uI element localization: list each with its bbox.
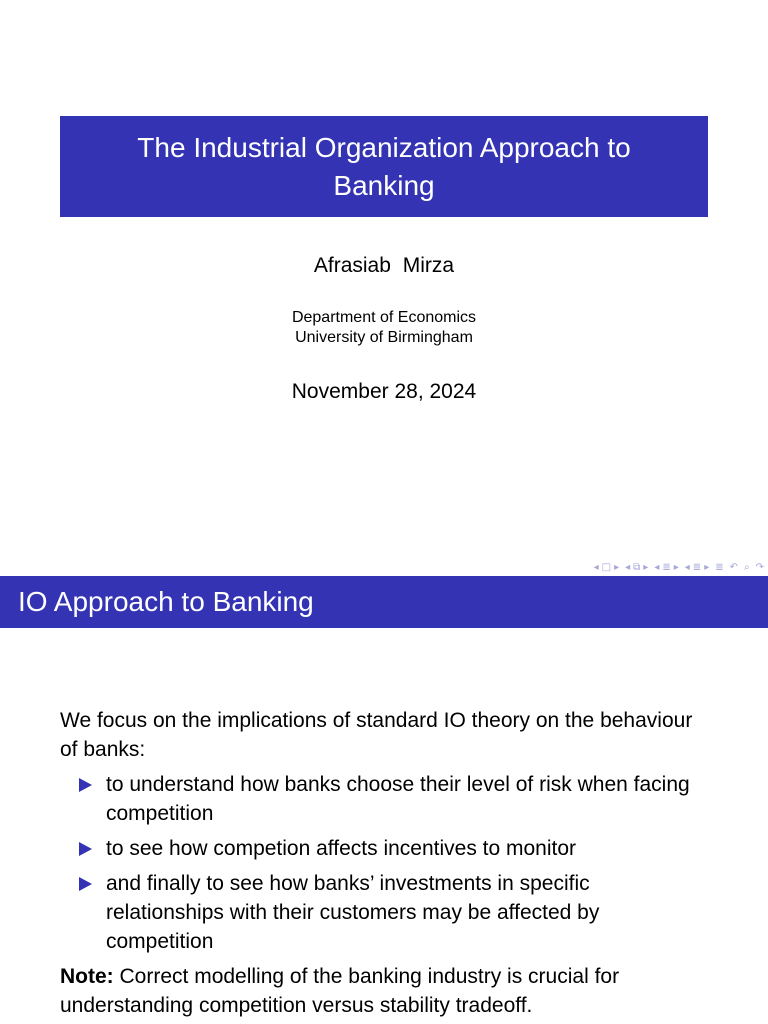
presentation-title: The Industrial Organization Approach to Banking (137, 131, 631, 201)
back-forward-icon[interactable]: ↶ (729, 562, 738, 573)
bullet-text: to understand how banks choose their level of risk when facing competition (106, 773, 690, 825)
bullet-triangle-icon (79, 877, 92, 891)
presentation-date: November 28, 2024 (291, 380, 477, 403)
list-item (60, 770, 700, 828)
bullet-triangle-icon (79, 778, 92, 792)
note-paragraph (60, 962, 700, 1020)
frame-nav-icon[interactable]: ◂ ⧉ ▸ (625, 562, 649, 573)
bullet-text: and finally to see how banks’ investments in specific relationships with their customers may be affected by competition (106, 872, 600, 953)
frame-title-bar (0, 576, 768, 628)
list-item (60, 834, 700, 863)
intro-text: We focus on the implications of standard IO theory on the behaviour of banks: (60, 709, 693, 761)
title-banner (60, 116, 708, 217)
document-nav-icon[interactable]: ≣ (715, 562, 724, 573)
institute-department: Department of Economics (291, 309, 477, 326)
list-item (60, 869, 700, 956)
author-last-name: Mirza (402, 254, 455, 277)
frame-title: IO Approach to Banking (18, 586, 314, 617)
author-first-name: Afrasiab (313, 254, 391, 277)
search-icon[interactable]: ⌕ (744, 562, 750, 573)
author-name (0, 254, 768, 278)
bullet-list (60, 770, 700, 956)
bullet-text: to see how competion affects incentives to monitor (106, 837, 577, 860)
content-slide (0, 576, 768, 1024)
subsection-nav-icon[interactable]: ◂ ≣ ▸ (654, 562, 679, 573)
bullet-triangle-icon (79, 842, 92, 856)
note-label: Note: (60, 965, 114, 988)
section-nav-icon[interactable]: ◂ ≣ ▸ (684, 562, 710, 573)
institute (0, 308, 768, 348)
note-text: Correct modelling of the banking industry is crucial for understanding competition versus stability tradeoff. (60, 965, 620, 1017)
slide-nav-icon[interactable]: ◂ □ ▸ (593, 562, 620, 573)
slide-body (60, 706, 700, 1020)
navigation-bar (594, 561, 764, 575)
institute-university: University of Birmingham (295, 329, 473, 346)
undo-icon[interactable]: ↷ (755, 562, 764, 573)
